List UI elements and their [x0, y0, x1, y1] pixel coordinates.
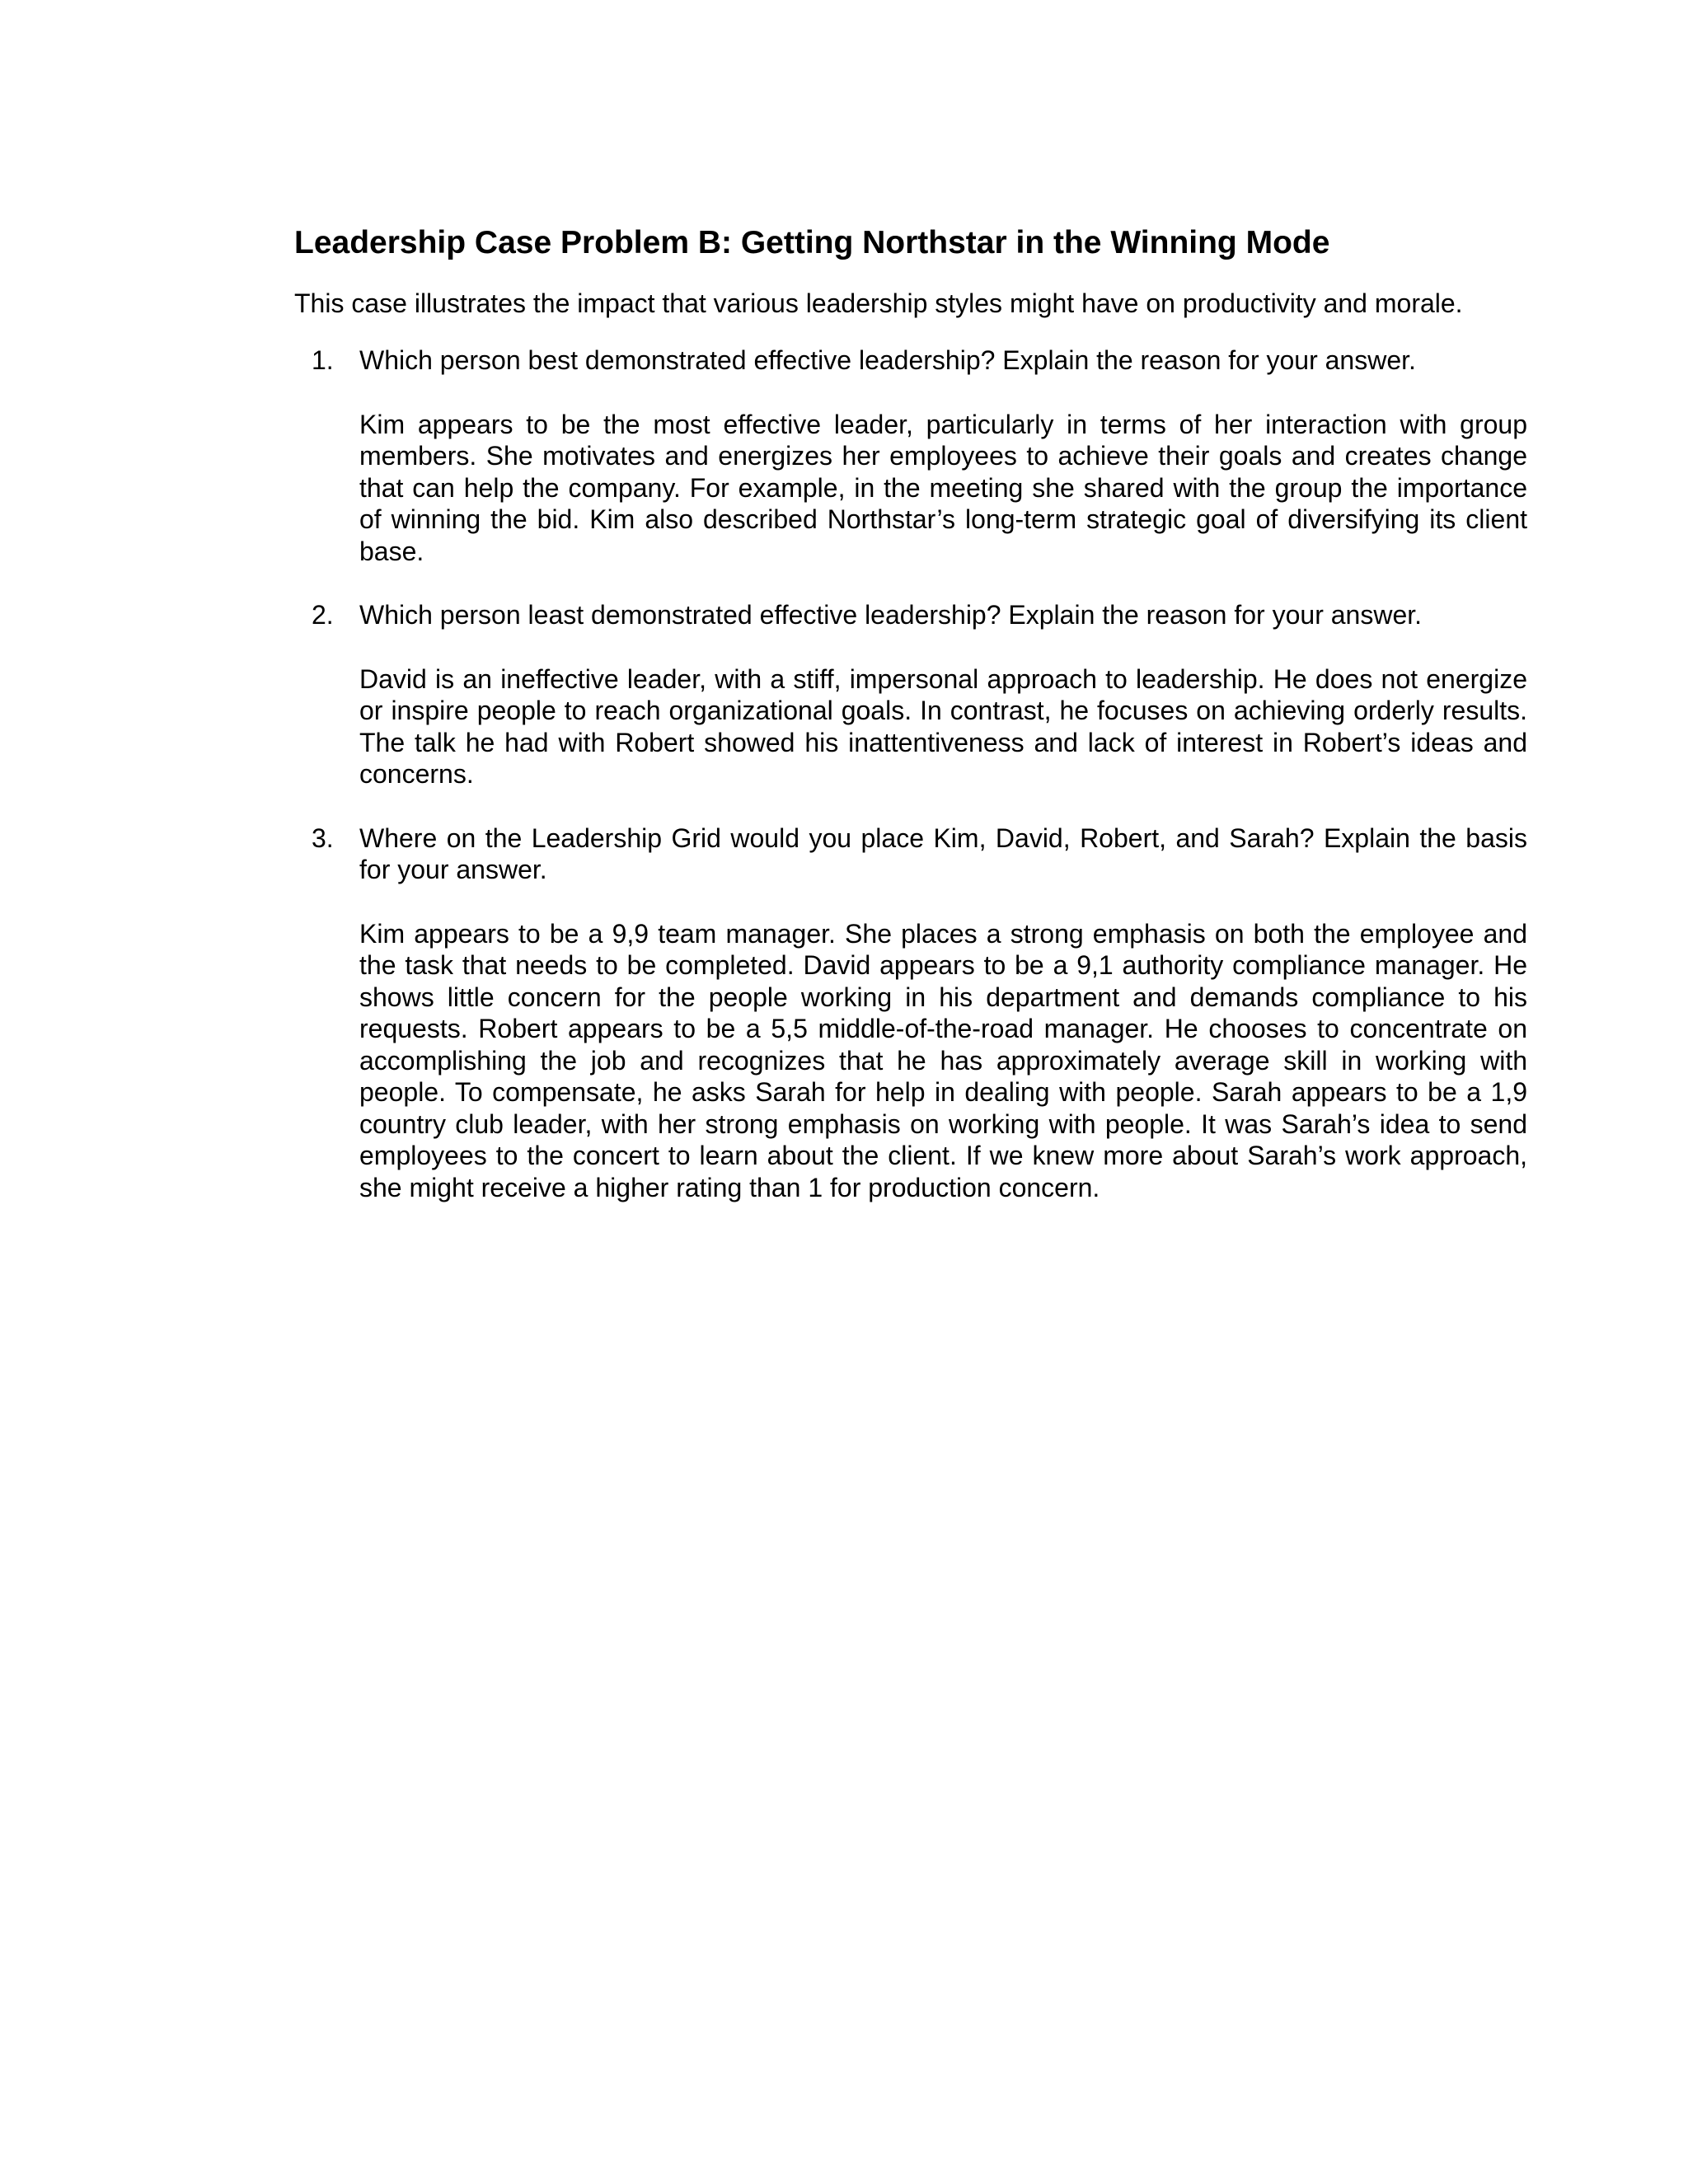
- document-page: [294, 224, 1527, 1235]
- question-item-2: [294, 599, 1527, 790]
- question-text: Which person best demonstrated effective leadership? Explain the reason for your answer.: [359, 345, 1416, 376]
- answer-text: Kim appears to be a 9,9 team manager. She places a strong emphasis on both the employee and the task that needs to be completed. David appears to be a 9,1 authority compliance manager. He shows little concern for the people working in his department and demands compliance to his requests. Robert appears to be a 5,5 middle-of-the-road manager. He chooses to concentrate on accomplishing the job and recognizes that he has approximately average skill in working with people. To compensate, he asks Sarah for help in dealing with people. Sarah appears to be a 1,9 country club leader, with her strong emphasis on working with people. It was Sarah’s idea to send employees to the concert to learn about the client. If we knew more about Sarah’s work approach, she might receive a higher rating than 1 for production concern.: [359, 918, 1527, 1202]
- question-number: 2.: [312, 600, 334, 630]
- question-text: Where on the Leadership Grid would you place Kim, David, Robert, and Sarah? Explain the basis for your answer.: [359, 823, 1527, 885]
- question-number: 3.: [312, 823, 334, 853]
- question-list: [294, 344, 1527, 1203]
- document-title: Leadership Case Problem B: Getting Northstar in the Winning Mode: [294, 225, 1330, 260]
- answer-text: David is an ineffective leader, with a stiff, impersonal approach to leadership. He does not energize or inspire people to reach organizational goals. In contrast, he focuses on achieving orderly results. The talk he had with Robert showed his inattentiveness and lack of interest in Robert’s ideas and concerns.: [359, 663, 1527, 790]
- question-item-3: [294, 823, 1527, 1204]
- question-text: Which person least demonstrated effective leadership? Explain the reason for your answer.: [359, 600, 1423, 630]
- answer-text: Kim appears to be the most effective leader, particularly in terms of her interaction with group members. She motivates and energizes her employees to achieve their goals and creates change that can help the company. For example, in the meeting she shared with the group the importance of winning the bid. Kim also described Northstar’s long-term strategic goal of diversifying its client base.: [359, 409, 1527, 566]
- intro-paragraph: This case illustrates the impact that various leadership styles might have on productivity and morale.: [294, 288, 1463, 318]
- question-item-1: [294, 344, 1527, 567]
- question-number: 1.: [312, 345, 334, 376]
